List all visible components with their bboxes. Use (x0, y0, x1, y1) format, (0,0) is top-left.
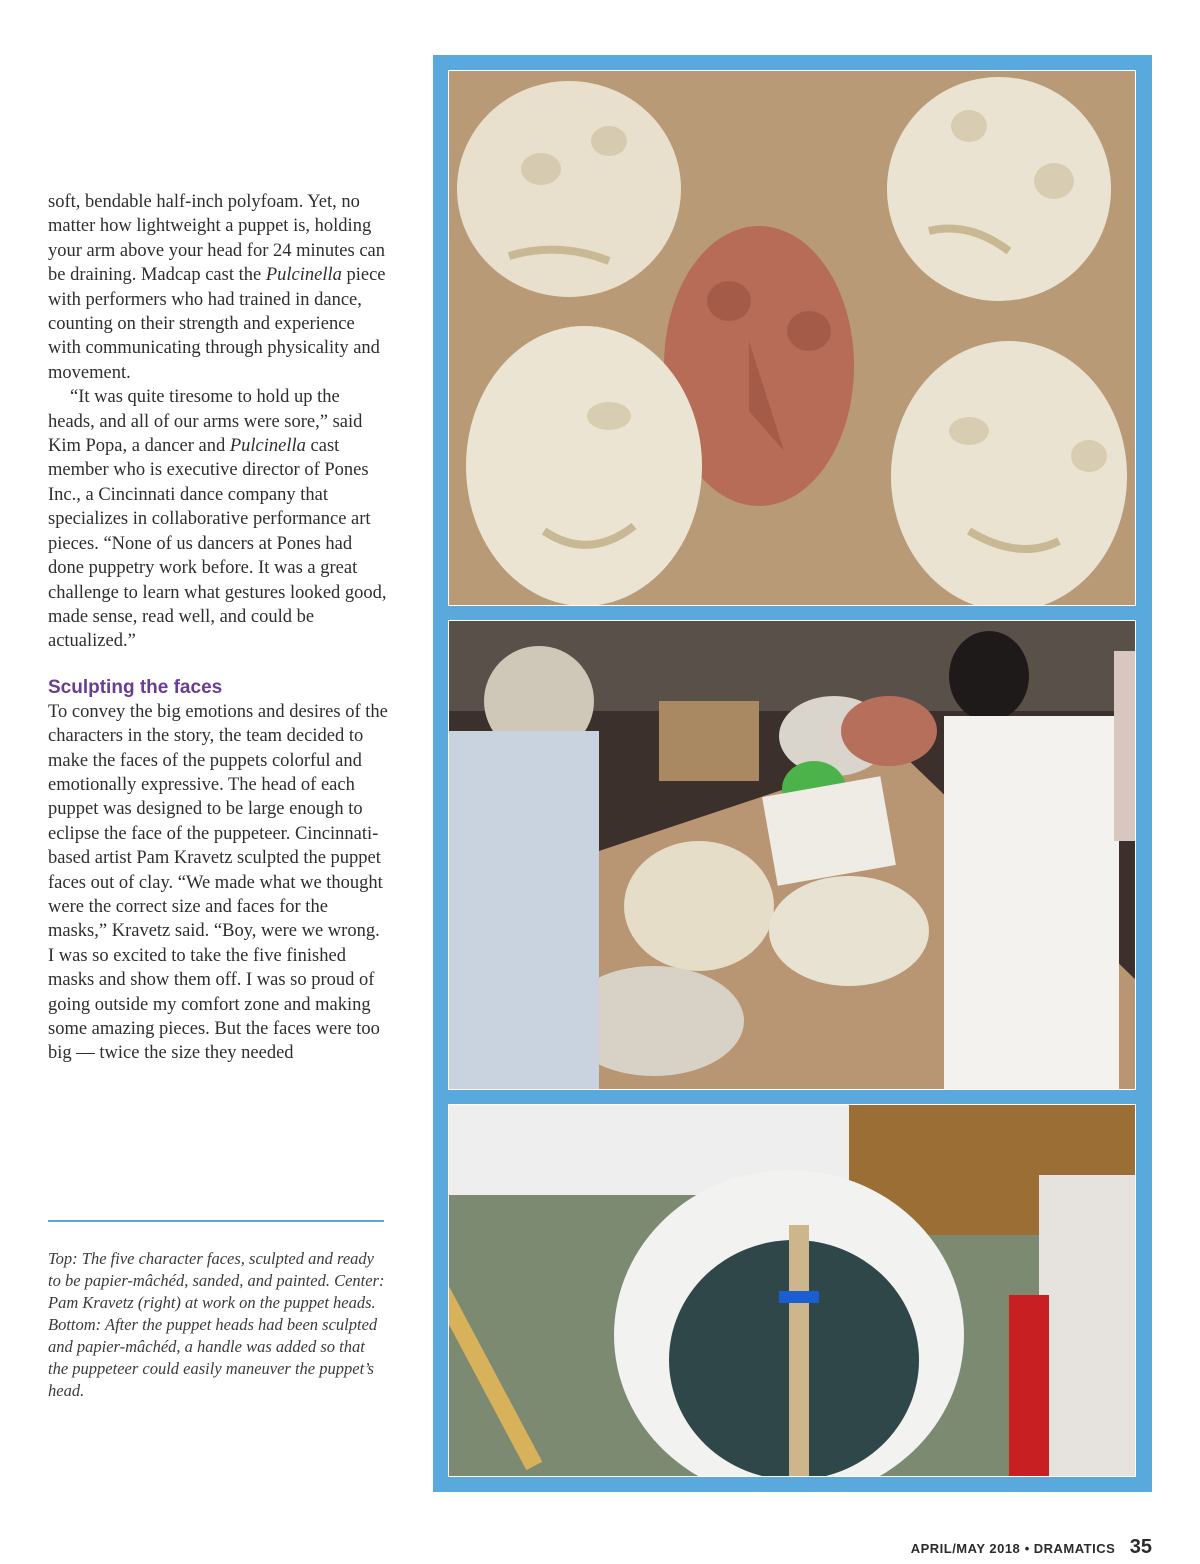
paragraph-text: To convey the big emotions and desires of the characters in the story, the team decided to make the faces of the puppets colorful and emotionally expressive. The head of each puppet was designed to be large enough to eclipse the face of the puppeteer. Cincinnati-based artist Pam Kravetz sculpted the puppet faces out of clay. “We made what we thought were the correct size and faces for the masks,” Kravetz said. “Boy, were we wrong. I was so excited to take the five finished masks and show them off. I was so proud of going outside my comfort zone and making some amazing pieces. But the faces were too big — twice the size they needed (48, 701, 388, 1064)
article-paragraph (48, 190, 388, 385)
photo-caption: Top: The five character faces, sculpted and ready to be papier-mâchéd, sanded, and painted. Center: Pam Kravetz (right) at work on the puppet heads. Bottom: After the puppet heads had been sculpted and papier-mâchéd, a handle was added so that the puppeteer could easily maneuver the puppet’s head. (48, 1249, 385, 1400)
article-paragraph (48, 385, 388, 653)
article-body-2 (48, 700, 388, 1066)
photo-workshop (448, 620, 1136, 1090)
page-number: 35 (1129, 1536, 1152, 1558)
photo-sculpted-faces (448, 70, 1136, 606)
title-italic: Pulcinella (229, 436, 306, 457)
footer-separator: • (1024, 1541, 1030, 1556)
page-footer (911, 1536, 1152, 1559)
article-column (48, 190, 388, 1066)
article-paragraph (48, 700, 388, 1066)
paragraph-text: soft, bendable half-inch polyfoam. Yet, no matter how lightweight a puppet is, holding your arm above your head for 24 minutes can be draining. Madcap cast the (48, 192, 386, 286)
photo-puppet-head-handle (448, 1104, 1136, 1477)
section-subhead: Sculpting the faces (48, 676, 223, 698)
footer-issue: APRIL/MAY 2018 (910, 1541, 1021, 1556)
article-body-1 (48, 190, 388, 654)
paragraph-text: piece with performers who had trained in dance, counting on their strength and experience with communicating through physicality and movement. (48, 265, 386, 383)
footer-magazine: DRAMATICS (1033, 1541, 1116, 1556)
paragraph-text: cast member who is executive director of Pones Inc., a Cincinnati dance company that specializes in collaborative performance art pieces. “None of us dancers at Pones had done puppetry work before. It was a great challenge to learn what gestures looked good, made sense, read well, and could be actualized.” (48, 436, 387, 652)
caption-divider (48, 1220, 384, 1222)
title-italic: Pulcinella (265, 265, 342, 286)
paragraph-text: “It was quite tiresome to hold up the heads, and all of our arms were sore,” said Kim Popa, a dancer and (48, 387, 363, 457)
photo-frame (433, 55, 1152, 1492)
